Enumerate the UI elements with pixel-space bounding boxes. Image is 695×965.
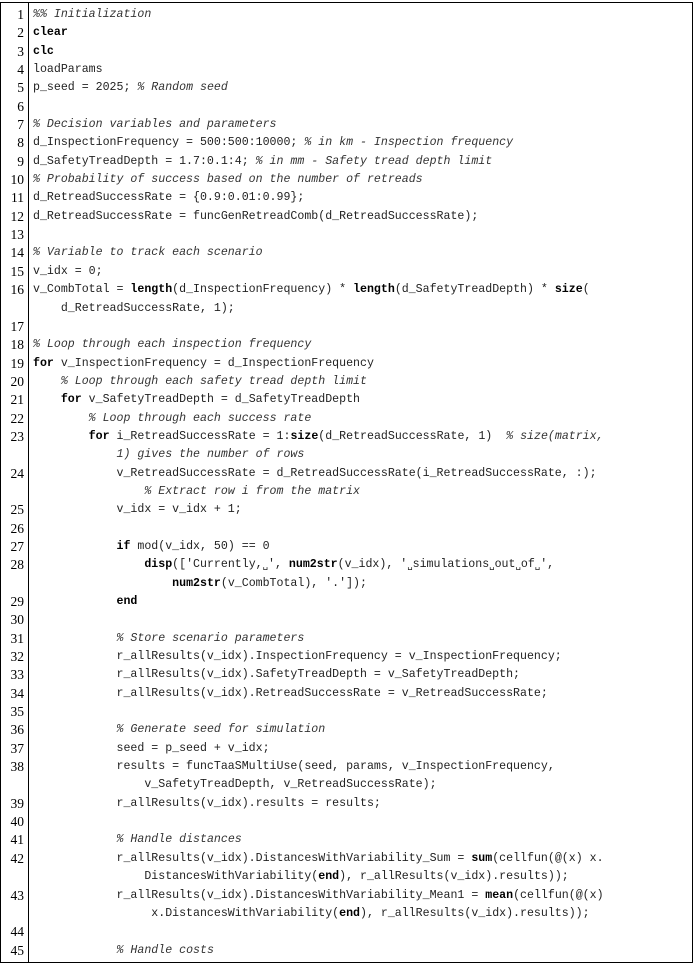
code-text-line bbox=[33, 116, 690, 134]
code-text-line bbox=[33, 905, 690, 923]
code-text bbox=[33, 558, 144, 571]
code-text: r_allResults(v_idx).RetreadSuccessRate = v_RetreadSuccessRate; bbox=[33, 686, 548, 700]
line-number: 21 bbox=[10, 392, 24, 408]
code-text-line bbox=[33, 79, 690, 97]
visible-space: ␣ bbox=[534, 561, 541, 572]
code-line bbox=[0, 79, 694, 97]
code-text-line bbox=[33, 336, 690, 354]
code-keyword: size bbox=[554, 283, 583, 297]
line-number: 28 bbox=[10, 557, 24, 573]
code-text-line bbox=[33, 300, 690, 318]
line-number: 11 bbox=[11, 190, 24, 206]
code-text: ', bbox=[268, 558, 289, 572]
code-text-line bbox=[33, 391, 690, 409]
code-text bbox=[33, 833, 117, 846]
code-text-line bbox=[33, 171, 690, 189]
code-line bbox=[0, 244, 694, 262]
line-number: 22 bbox=[10, 410, 24, 426]
code-line bbox=[0, 887, 694, 905]
code-text: (cellfun(@(x) bbox=[513, 888, 604, 902]
line-number: 30 bbox=[10, 612, 24, 628]
code-comment: % Loop through each safety tread depth limit bbox=[60, 374, 367, 388]
code-text: x.DistancesWithVariability( bbox=[33, 906, 340, 920]
line-number: 44 bbox=[10, 924, 24, 940]
line-number: 12 bbox=[10, 208, 24, 224]
code-text: r_allResults(v_idx).DistancesWithVariability_Sum = bbox=[33, 851, 472, 865]
line-number: 39 bbox=[10, 795, 24, 811]
line-number: 42 bbox=[10, 850, 24, 866]
code-text bbox=[33, 412, 89, 425]
code-text-line bbox=[33, 868, 690, 886]
code-text bbox=[33, 375, 61, 388]
code-text-line bbox=[33, 244, 690, 262]
line-number: 15 bbox=[10, 263, 24, 279]
code-text: r_allResults(v_idx).SafetyTreadDepth = v_SafetyTreadDepth; bbox=[33, 668, 521, 682]
code-text: v_idx = 0; bbox=[33, 264, 103, 278]
line-number: 20 bbox=[10, 373, 24, 389]
code-text-line bbox=[33, 740, 690, 758]
code-text-line bbox=[33, 208, 690, 226]
code-text-line bbox=[33, 134, 690, 152]
code-comment: %% Initialization bbox=[33, 8, 152, 21]
code-text: seed = p_seed + v_idx; bbox=[33, 741, 270, 755]
code-text: (v_CombTotal), '.']); bbox=[220, 576, 367, 590]
code-text-line bbox=[33, 189, 690, 207]
code-text-line bbox=[33, 721, 690, 739]
code-line bbox=[0, 373, 694, 391]
code-text: r_allResults(v_idx).results = results; bbox=[33, 796, 381, 810]
code-line bbox=[0, 336, 694, 354]
line-number: 5 bbox=[17, 80, 24, 96]
code-text: d_RetreadSuccessRate, 1); bbox=[33, 301, 235, 315]
code-text-line bbox=[33, 446, 690, 464]
line-number: 1 bbox=[17, 7, 24, 22]
code-line bbox=[0, 850, 694, 868]
code-text: v_RetreadSuccessRate = d_RetreadSuccessRate(i_RetreadSuccessRate, :); bbox=[33, 466, 597, 480]
line-number: 32 bbox=[10, 649, 24, 665]
code-text-line bbox=[33, 538, 690, 556]
code-text: i_RetreadSuccessRate = 1: bbox=[109, 429, 291, 443]
line-number: 43 bbox=[10, 887, 24, 903]
code-text bbox=[33, 430, 89, 443]
code-line bbox=[0, 905, 694, 923]
line-number: 41 bbox=[10, 832, 24, 848]
code-text: p_seed = 2025; bbox=[33, 81, 138, 95]
code-comment: % Extract row i from the matrix bbox=[144, 484, 361, 498]
code-line bbox=[0, 685, 694, 703]
code-text-line bbox=[33, 758, 690, 776]
code-comment: % Generate seed for simulation bbox=[116, 723, 326, 737]
line-number: 24 bbox=[10, 465, 24, 481]
code-line bbox=[0, 556, 694, 574]
visible-space: ␣ bbox=[262, 561, 269, 572]
code-text bbox=[33, 723, 117, 736]
line-number: 25 bbox=[10, 502, 24, 518]
line-number: 29 bbox=[10, 594, 24, 609]
code-text: ), r_allResults(v_idx).results)); bbox=[360, 906, 590, 920]
code-line bbox=[0, 538, 694, 556]
code-line bbox=[0, 575, 694, 593]
code-text: DistancesWithVariability( bbox=[33, 870, 319, 884]
code-text bbox=[33, 393, 61, 406]
code-line bbox=[0, 410, 694, 428]
code-text-line bbox=[33, 942, 690, 960]
code-text: (d_SafetyTreadDepth) * bbox=[394, 283, 555, 297]
code-line bbox=[0, 648, 694, 666]
code-line bbox=[0, 446, 694, 464]
code-comment: % size(matrix, bbox=[506, 429, 604, 443]
code-line bbox=[0, 134, 694, 152]
code-text bbox=[33, 944, 117, 957]
code-line bbox=[0, 281, 694, 299]
line-number: 6 bbox=[17, 98, 24, 114]
code-keyword: end bbox=[318, 870, 340, 884]
code-text-line bbox=[33, 887, 690, 905]
line-number: 38 bbox=[10, 759, 24, 775]
code-line bbox=[0, 300, 694, 318]
line-number: 33 bbox=[10, 667, 24, 683]
code-line bbox=[0, 520, 694, 538]
line-number: 16 bbox=[10, 282, 24, 298]
code-line bbox=[0, 923, 694, 941]
visible-space: ␣ bbox=[515, 561, 521, 572]
code-text: (d_RetreadSuccessRate, 1) bbox=[318, 429, 507, 443]
code-comment: % Handle costs bbox=[116, 943, 214, 957]
code-line bbox=[0, 593, 694, 611]
code-comment: % Loop through each success rate bbox=[88, 411, 312, 425]
code-text: d_RetreadSuccessRate = funcGenRetreadComb(d_RetreadSuccessRate); bbox=[33, 209, 479, 223]
code-line bbox=[0, 813, 694, 831]
code-text: loadParams bbox=[33, 63, 103, 77]
code-line bbox=[0, 61, 694, 79]
code-text-line bbox=[33, 61, 690, 79]
code-line bbox=[0, 868, 694, 886]
code-text-line bbox=[33, 355, 690, 373]
code-keyword: for bbox=[88, 429, 110, 443]
code-line bbox=[0, 611, 694, 629]
code-text: ), r_allResults(v_idx).results)); bbox=[339, 870, 569, 884]
code-keyword: mean bbox=[485, 888, 514, 902]
code-text bbox=[33, 577, 172, 590]
code-text-line bbox=[33, 43, 690, 61]
code-text bbox=[33, 632, 117, 645]
code-line bbox=[0, 263, 694, 281]
code-line bbox=[0, 428, 694, 446]
line-number: 31 bbox=[10, 630, 24, 646]
code-text: v_SafetyTreadDepth, v_RetreadSuccessRate); bbox=[33, 778, 437, 792]
code-text-line bbox=[33, 685, 690, 703]
code-text-line bbox=[33, 263, 690, 281]
code-keyword: length bbox=[353, 283, 395, 297]
code-keyword: disp bbox=[144, 558, 173, 572]
code-text-line bbox=[33, 648, 690, 666]
code-keyword: sum bbox=[471, 851, 493, 865]
code-line bbox=[0, 98, 694, 116]
code-text-line bbox=[33, 795, 690, 813]
code-line bbox=[0, 226, 694, 244]
code-text-line bbox=[33, 593, 690, 611]
code-text: d_SafetyTreadDepth = 1.7:0.1:4; bbox=[33, 154, 256, 168]
code-comment: % Decision variables and parameters bbox=[33, 118, 277, 132]
line-number: 26 bbox=[10, 520, 24, 536]
visible-space: ␣ bbox=[407, 561, 413, 572]
code-line bbox=[0, 355, 694, 373]
line-number: 36 bbox=[10, 722, 24, 738]
code-text-line bbox=[33, 465, 690, 483]
line-number: 7 bbox=[17, 117, 24, 133]
line-number: 13 bbox=[10, 227, 24, 243]
line-number: 23 bbox=[10, 428, 24, 444]
line-number: 14 bbox=[10, 245, 24, 261]
code-line bbox=[0, 630, 694, 648]
code-text bbox=[33, 485, 144, 498]
code-line bbox=[0, 43, 694, 61]
code-keyword: end bbox=[116, 595, 138, 608]
code-text-line bbox=[33, 410, 690, 428]
code-text: (v_idx), ' bbox=[337, 558, 408, 572]
code-line bbox=[0, 703, 694, 721]
code-line bbox=[0, 795, 694, 813]
code-text: r_allResults(v_idx).InspectionFrequency = v_InspectionFrequency; bbox=[33, 650, 562, 664]
code-text bbox=[33, 595, 117, 608]
code-text-line bbox=[33, 373, 690, 391]
code-text: v_InspectionFrequency = d_InspectionFrequency bbox=[53, 356, 374, 370]
code-text: out bbox=[494, 558, 516, 572]
code-comment: % Loop through each inspection frequency bbox=[33, 338, 312, 352]
line-number: 19 bbox=[10, 355, 24, 371]
line-number: 34 bbox=[10, 685, 24, 701]
code-text bbox=[33, 540, 117, 553]
line-number: 45 bbox=[10, 942, 24, 958]
code-comment: % Probability of success based on the number of retreads bbox=[33, 173, 423, 187]
code-text-line bbox=[33, 556, 690, 575]
code-text-line bbox=[33, 831, 690, 849]
code-text-line bbox=[33, 281, 690, 299]
line-number: 37 bbox=[10, 740, 24, 756]
code-text: v_idx = v_idx + 1; bbox=[33, 503, 242, 517]
code-text: d_InspectionFrequency = 500:500:10000; bbox=[33, 136, 305, 150]
code-line bbox=[0, 189, 694, 207]
code-line bbox=[0, 465, 694, 483]
code-line bbox=[0, 942, 694, 960]
code-text-line bbox=[33, 575, 690, 593]
line-number: 27 bbox=[10, 538, 24, 554]
code-text: ', bbox=[540, 558, 555, 572]
code-line bbox=[0, 6, 694, 24]
code-line bbox=[0, 153, 694, 171]
code-line bbox=[0, 721, 694, 739]
code-text-line bbox=[33, 428, 690, 446]
code-line bbox=[0, 501, 694, 519]
code-text bbox=[33, 448, 117, 461]
code-text: d_RetreadSuccessRate = {0.9:0.01:0.99}; bbox=[33, 191, 305, 205]
code-comment: 1) gives the number of rows bbox=[116, 448, 305, 462]
code-text: (cellfun(@(x) x. bbox=[492, 851, 604, 865]
line-number: 35 bbox=[10, 704, 24, 720]
code-keyword: for bbox=[60, 393, 82, 407]
code-text-line bbox=[33, 483, 690, 501]
code-text: results = funcTaaSMultiUse(seed, params, v_InspectionFrequency, bbox=[33, 760, 555, 774]
line-number: 10 bbox=[10, 172, 24, 188]
line-number: 2 bbox=[17, 25, 24, 41]
line-number: 18 bbox=[10, 337, 24, 353]
code-keyword: length bbox=[130, 283, 173, 297]
code-line bbox=[0, 171, 694, 189]
code-keyword: if bbox=[116, 539, 131, 553]
code-text-line bbox=[33, 501, 690, 519]
visible-space: ␣ bbox=[489, 561, 495, 572]
code-keyword: clear bbox=[33, 26, 68, 40]
code-text: ( bbox=[582, 283, 590, 297]
line-number: 4 bbox=[17, 62, 24, 78]
code-comment: % Handle distances bbox=[116, 833, 242, 847]
code-keyword: clc bbox=[33, 44, 54, 58]
code-text-line bbox=[33, 776, 690, 794]
code-comment: % Variable to track each scenario bbox=[33, 246, 263, 260]
code-comment: % Store scenario parameters bbox=[116, 631, 305, 645]
code-text-line bbox=[33, 6, 690, 24]
line-number: 40 bbox=[10, 814, 24, 830]
code-line bbox=[0, 116, 694, 134]
code-line bbox=[0, 318, 694, 336]
code-rows bbox=[0, 6, 694, 960]
code-comment: % Random seed bbox=[137, 81, 228, 95]
code-keyword: size bbox=[290, 429, 319, 443]
code-line bbox=[0, 740, 694, 758]
code-line bbox=[0, 776, 694, 794]
code-text: v_SafetyTreadDepth = d_SafetyTreadDepth bbox=[81, 393, 361, 407]
line-number: 9 bbox=[17, 153, 24, 169]
code-line bbox=[0, 391, 694, 409]
code-text: mod(v_idx, 50) == 0 bbox=[130, 539, 270, 553]
code-text: (['Currently, bbox=[172, 558, 263, 572]
code-text: simulations bbox=[412, 558, 490, 572]
code-text: v_CombTotal = bbox=[33, 283, 131, 297]
code-text-line bbox=[33, 24, 690, 42]
code-text-line bbox=[33, 666, 690, 684]
code-line bbox=[0, 24, 694, 42]
code-line bbox=[0, 483, 694, 501]
code-line bbox=[0, 666, 694, 684]
code-comment: % in mm - Safety tread depth limit bbox=[255, 154, 493, 168]
code-line bbox=[0, 831, 694, 849]
code-text: of bbox=[520, 558, 535, 572]
code-line bbox=[0, 758, 694, 776]
code-keyword: end bbox=[339, 906, 360, 920]
code-keyword: for bbox=[33, 356, 54, 370]
line-number: 17 bbox=[10, 318, 24, 334]
code-text-line bbox=[33, 850, 690, 868]
code-line bbox=[0, 208, 694, 226]
line-number: 8 bbox=[17, 135, 24, 151]
line-number: 3 bbox=[17, 43, 24, 59]
code-text-line bbox=[33, 153, 690, 171]
code-keyword: num2str bbox=[288, 558, 338, 572]
code-text: (d_InspectionFrequency) * bbox=[172, 283, 354, 297]
code-comment: % in km - Inspection frequency bbox=[304, 136, 514, 150]
code-text-line bbox=[33, 630, 690, 648]
code-text: r_allResults(v_idx).DistancesWithVariability_Mean1 = bbox=[33, 888, 486, 902]
code-keyword: num2str bbox=[172, 576, 221, 590]
